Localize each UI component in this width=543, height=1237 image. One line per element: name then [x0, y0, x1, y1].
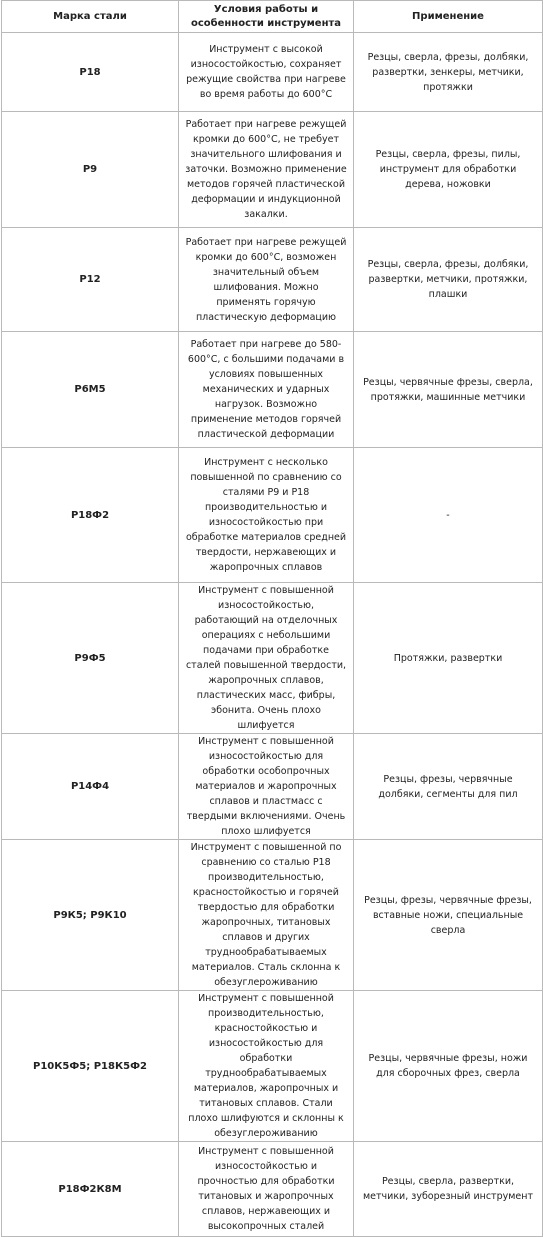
operating-conditions: Инструмент с повышенной производительностью, красностойкостью и износостойкостью для обработки труднообрабатываемых материалов, жаропрочных и титановых сплавов. Стали плохо шлифуются и склонны к обезуглероживанию [179, 991, 354, 1142]
application: Резцы, червячные фрезы, ножи для сборочных фрез, сверла [354, 991, 543, 1142]
steel-grade: Р18Ф2К8М [2, 1142, 179, 1237]
steel-grade: Р14Ф4 [2, 734, 179, 840]
steel-grade: Р10К5Ф5; Р18К5Ф2 [2, 991, 179, 1142]
application: Резцы, фрезы, червячные фрезы, вставные ножи, специальные сверла [354, 840, 543, 991]
header-conditions: Условия работы и особенности инструмента [179, 1, 354, 33]
table-row [2, 228, 543, 332]
application: Протяжки, развертки [354, 583, 543, 734]
table-row [2, 332, 543, 448]
operating-conditions: Инструмент с повышенной износостойкостью и прочностью для обработки титановых и жаропрочных сплавов, нержавеющих и высокопрочных сталей [179, 1142, 354, 1237]
table-row [2, 33, 543, 112]
steel-grade: Р9Ф5 [2, 583, 179, 734]
steel-grade: Р12 [2, 228, 179, 332]
steel-grade: Р9 [2, 112, 179, 228]
steel-grade: Р18 [2, 33, 179, 112]
table-row [2, 583, 543, 734]
operating-conditions: Инструмент с повышенной износостойкостью для обработки особопрочных материалов и жаропрочных сплавов и пластмасс с твердыми включениями. Очень плохо шлифуется [179, 734, 354, 840]
application: Резцы, червячные фрезы, сверла, протяжки, машинные метчики [354, 332, 543, 448]
table-row [2, 448, 543, 583]
operating-conditions: Работает при нагреве до 580-600°С, с большими подачами в условиях повышенных механических и ударных нагрузок. Возможно применение методов горячей пластической деформации [179, 332, 354, 448]
operating-conditions: Инструмент с несколько повышенной по сравнению со сталями Р9 и Р18 производительностью и износостойкостью при обработке материалов средней твердости, нержавеющих и жаропрочных сплавов [179, 448, 354, 583]
header-application: Применение [354, 1, 543, 33]
table-row [2, 840, 543, 991]
application: Резцы, сверла, фрезы, пилы, инструмент для обработки дерева, ножовки [354, 112, 543, 228]
header-row [2, 1, 543, 33]
table-row [2, 1142, 543, 1237]
operating-conditions: Инструмент с повышенной по сравнению со сталью Р18 производительностью, красностойкостью и горячей твердостью для обработки жаропрочных, титановых сплавов и других труднообрабатываемых материалов. Сталь склонна к обезуглероживанию [179, 840, 354, 991]
header-grade: Марка стали [2, 1, 179, 33]
application: Резцы, сверла, фрезы, долбяки, развертки, метчики, протяжки, плашки [354, 228, 543, 332]
steel-grade: Р6М5 [2, 332, 179, 448]
table-row [2, 991, 543, 1142]
table-row [2, 112, 543, 228]
steel-grades-table [1, 0, 543, 1237]
steel-grade: Р9К5; Р9К10 [2, 840, 179, 991]
table-body [2, 33, 543, 1237]
application: Резцы, фрезы, червячные долбяки, сегменты для пил [354, 734, 543, 840]
application: Резцы, сверла, развертки, метчики, зуборезный инструмент [354, 1142, 543, 1237]
operating-conditions: Инструмент с повышенной износостойкостью, работающий на отделочных операциях с небольшими подачами при обработке сталей повышенной твердости, жаропрочных сплавов, пластических масс, фибры, эбонита. Очень плохо шлифуется [179, 583, 354, 734]
table-header [2, 1, 543, 33]
steel-grade: Р18Ф2 [2, 448, 179, 583]
application: Резцы, сверла, фрезы, долбяки, развертки, зенкеры, метчики, протяжки [354, 33, 543, 112]
operating-conditions: Инструмент с высокой износостойкостью, сохраняет режущие свойства при нагреве во время работы до 600°С [179, 33, 354, 112]
operating-conditions: Работает при нагреве режущей кромки до 600°С, не требует значительного шлифования и заточки. Возможно применение методов горячей пластической деформации и индукционной закалки. [179, 112, 354, 228]
operating-conditions: Работает при нагреве режущей кромки до 600°С, возможен значительный объем шлифования. Можно применять горячую пластическую деформацию [179, 228, 354, 332]
table-row [2, 734, 543, 840]
application: - [354, 448, 543, 583]
